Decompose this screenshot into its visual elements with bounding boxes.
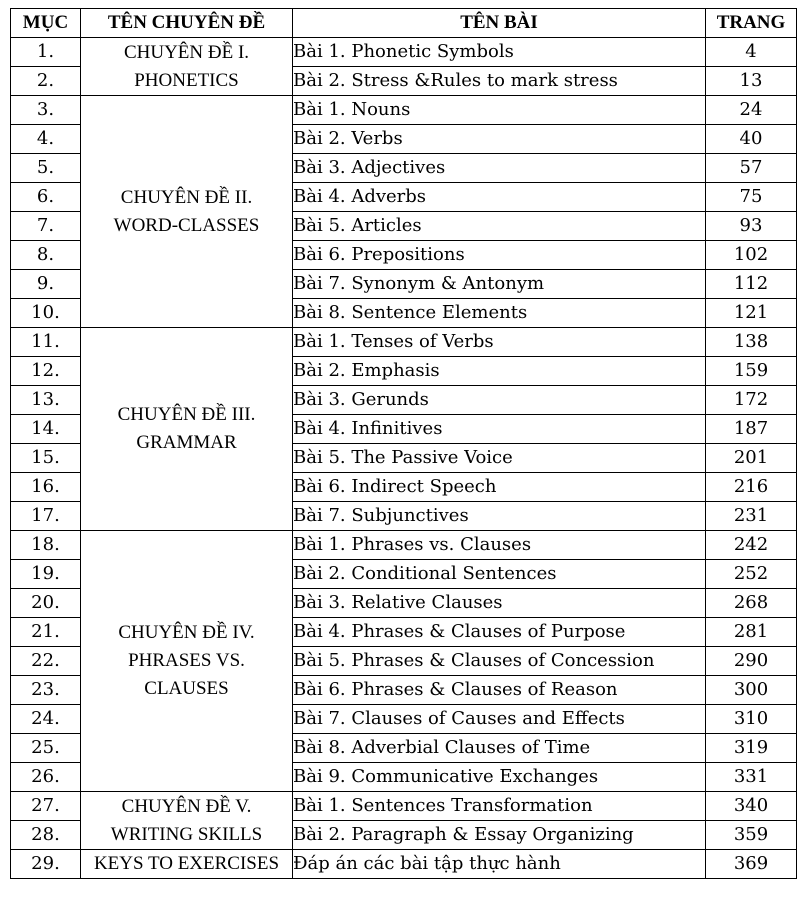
topic-cell [81, 792, 293, 850]
page-number: 4 [706, 38, 797, 67]
table-row [11, 38, 797, 67]
row-number: 12. [11, 357, 81, 386]
topic-line: CHUYÊN ĐỀ II. [120, 186, 253, 208]
row-number: 16. [11, 473, 81, 502]
row-number: 3. [11, 96, 81, 125]
row-number: 2. [11, 67, 81, 96]
lesson-title: Bài 1. Phrases vs. Clauses [293, 531, 706, 560]
lesson-title: Bài 1. Sentences Transformation [293, 792, 706, 821]
lesson-title: Đáp án các bài tập thực hành [293, 850, 706, 879]
row-number: 24. [11, 705, 81, 734]
lesson-title: Bài 5. Phrases & Clauses of Concession [293, 647, 706, 676]
lesson-title: Bài 7. Clauses of Causes and Effects [293, 705, 706, 734]
topic-line: PHRASES VS. [128, 650, 245, 671]
page-number: 290 [706, 647, 797, 676]
page-number: 216 [706, 473, 797, 502]
row-number: 13. [11, 386, 81, 415]
topic-line: KEYS TO EXERCISES [93, 853, 280, 874]
row-number: 15. [11, 444, 81, 473]
page-number: 340 [706, 792, 797, 821]
lesson-title: Bài 3. Relative Clauses [293, 589, 706, 618]
row-number: 21. [11, 618, 81, 647]
page-number: 187 [706, 415, 797, 444]
row-number: 20. [11, 589, 81, 618]
topic-cell [81, 96, 293, 328]
lesson-title: Bài 2. Verbs [293, 125, 706, 154]
page-number: 75 [706, 183, 797, 212]
page-number: 268 [706, 589, 797, 618]
page-number: 93 [706, 212, 797, 241]
lesson-title: Bài 2. Conditional Sentences [293, 560, 706, 589]
page-number: 281 [706, 618, 797, 647]
lesson-title: Bài 5. Articles [293, 212, 706, 241]
row-number: 22. [11, 647, 81, 676]
topic-line: CLAUSES [144, 678, 229, 699]
page-number: 40 [706, 125, 797, 154]
topic-cell [81, 531, 293, 792]
topic-line: WRITING SKILLS [110, 823, 263, 845]
lesson-title: Bài 4. Phrases & Clauses of Purpose [293, 618, 706, 647]
topic-cell [81, 328, 293, 531]
page-number: 24 [706, 96, 797, 125]
page-number: 231 [706, 502, 797, 531]
row-number: 10. [11, 299, 81, 328]
row-number: 18. [11, 531, 81, 560]
page-number: 331 [706, 763, 797, 792]
row-number: 4. [11, 125, 81, 154]
header-bai: TÊN BÀI [293, 9, 706, 38]
header-row [11, 9, 797, 38]
topic-line: CHUYÊN ĐỀ I. [123, 41, 250, 63]
page-number: 13 [706, 67, 797, 96]
lesson-title: Bài 4. Infinitives [293, 415, 706, 444]
lesson-title: Bài 1. Tenses of Verbs [293, 328, 706, 357]
lesson-title: Bài 1. Nouns [293, 96, 706, 125]
lesson-title: Bài 3. Gerunds [293, 386, 706, 415]
page-number: 300 [706, 676, 797, 705]
lesson-title: Bài 6. Prepositions [293, 241, 706, 270]
topic-line: CHUYÊN ĐỀ III. [117, 404, 256, 425]
row-number: 7. [11, 212, 81, 241]
row-number: 14. [11, 415, 81, 444]
lesson-title: Bài 2. Stress &Rules to mark stress [293, 67, 706, 96]
table-row [11, 96, 797, 125]
header-muc: MỤC [11, 9, 81, 38]
page-number: 102 [706, 241, 797, 270]
row-number: 28. [11, 821, 81, 850]
page-number: 112 [706, 270, 797, 299]
page-number: 159 [706, 357, 797, 386]
page-number: 242 [706, 531, 797, 560]
lesson-title: Bài 2. Emphasis [293, 357, 706, 386]
page-number: 201 [706, 444, 797, 473]
topic-cell [81, 850, 293, 879]
row-number: 23. [11, 676, 81, 705]
header-trang: TRANG [706, 9, 797, 38]
row-number: 6. [11, 183, 81, 212]
page-number: 319 [706, 734, 797, 763]
lesson-title: Bài 2. Paragraph & Essay Organizing [293, 821, 706, 850]
row-number: 8. [11, 241, 81, 270]
row-number: 1. [11, 38, 81, 67]
row-number: 9. [11, 270, 81, 299]
lesson-title: Bài 7. Subjunctives [293, 502, 706, 531]
page-number: 369 [706, 850, 797, 879]
table-row [11, 531, 797, 560]
row-number: 25. [11, 734, 81, 763]
topic-line: WORD-CLASSES [113, 214, 260, 236]
row-number: 17. [11, 502, 81, 531]
page-number: 252 [706, 560, 797, 589]
row-number: 29. [11, 850, 81, 879]
row-number: 5. [11, 154, 81, 183]
topic-line: PHONETICS [134, 69, 239, 91]
table-row [11, 850, 797, 879]
page-number: 172 [706, 386, 797, 415]
lesson-title: Bài 3. Adjectives [293, 154, 706, 183]
topic-cell [81, 38, 293, 96]
lesson-title: Bài 5. The Passive Voice [293, 444, 706, 473]
topic-line: GRAMMAR [136, 432, 237, 453]
lesson-title: Bài 1. Phonetic Symbols [293, 38, 706, 67]
header-chuyen-de: TÊN CHUYÊN ĐỀ [81, 9, 293, 38]
lesson-title: Bài 6. Indirect Speech [293, 473, 706, 502]
table-row [11, 792, 797, 821]
row-number: 19. [11, 560, 81, 589]
lesson-title: Bài 7. Synonym & Antonym [293, 270, 706, 299]
lesson-title: Bài 6. Phrases & Clauses of Reason [293, 676, 706, 705]
page-number: 138 [706, 328, 797, 357]
lesson-title: Bài 8. Adverbial Clauses of Time [293, 734, 706, 763]
lesson-title: Bài 9. Communicative Exchanges [293, 763, 706, 792]
page-number: 121 [706, 299, 797, 328]
row-number: 27. [11, 792, 81, 821]
table-of-contents [10, 8, 797, 879]
lesson-title: Bài 4. Adverbs [293, 183, 706, 212]
lesson-title: Bài 8. Sentence Elements [293, 299, 706, 328]
page-number: 57 [706, 154, 797, 183]
row-number: 26. [11, 763, 81, 792]
page-number: 359 [706, 821, 797, 850]
page-number: 310 [706, 705, 797, 734]
row-number: 11. [11, 328, 81, 357]
topic-line: CHUYÊN ĐỀ IV. [118, 622, 255, 643]
topic-line: CHUYÊN ĐỀ V. [121, 795, 252, 817]
table-row [11, 328, 797, 357]
